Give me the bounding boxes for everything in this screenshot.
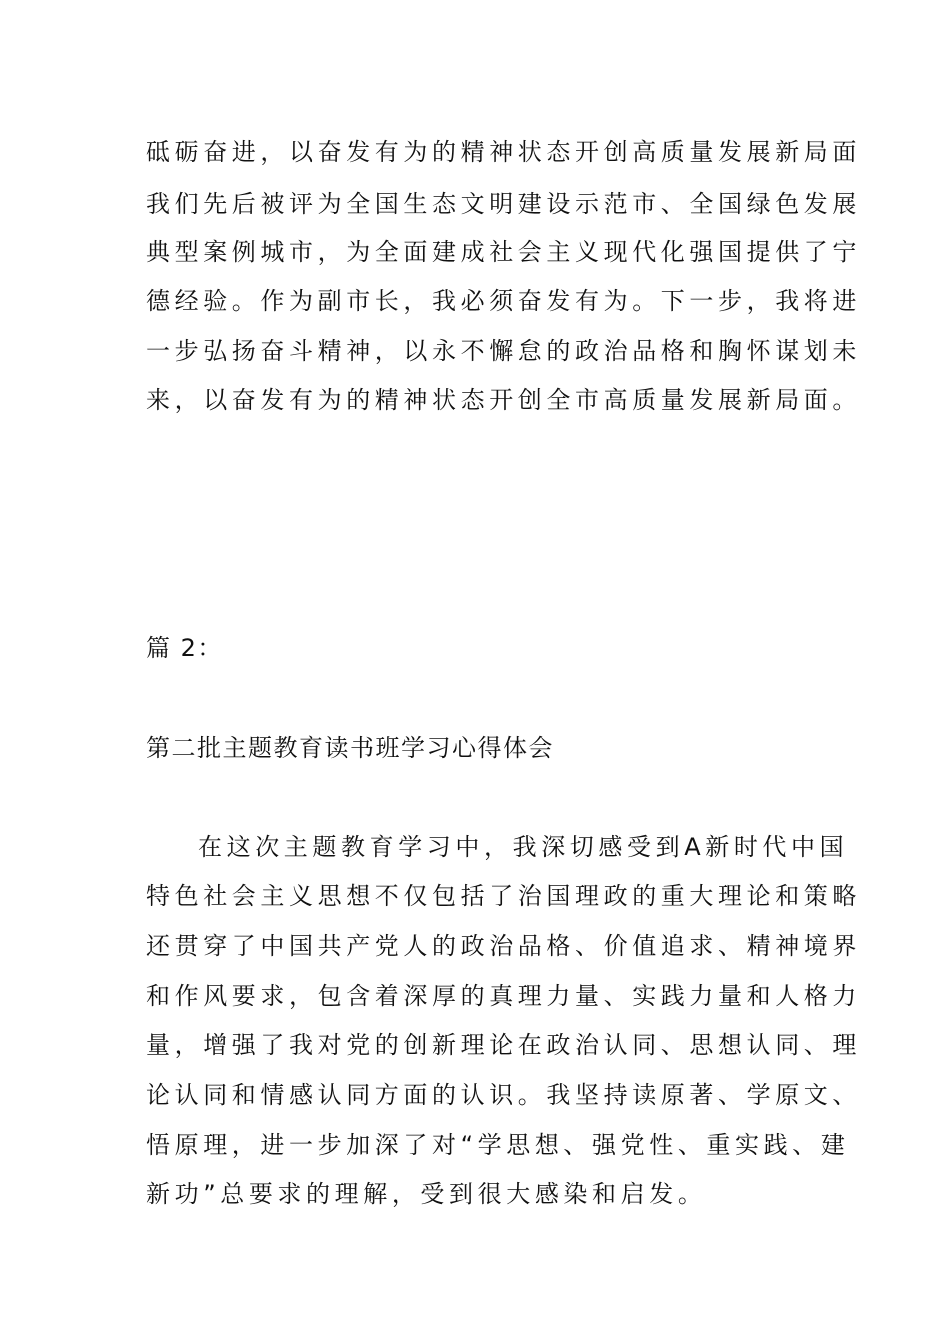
paragraph-line: 典型案例城市，为全面建成社会主义现代化强国提供了宁 — [146, 238, 861, 266]
paragraph-line: 新功”总要求的理解，受到很大感染和启发。 — [146, 1180, 707, 1208]
paragraph-line: 论认同和情感认同方面的认识。我坚持读原著、学原文、 — [146, 1081, 861, 1109]
paragraph-line: 和作风要求，包含着深厚的真理力量、实践力量和人格力 — [146, 982, 861, 1010]
paragraph-line: 来，以奋发有为的精神状态开创全市高质量发展新局面。 — [146, 386, 861, 414]
article-title: 第二批主题教育读书班学习心得体会 — [146, 734, 554, 762]
paragraph-line: 德经验。作为副市长，我必须奋发有为。下一步，我将进 — [146, 287, 861, 315]
paragraph-line: 一步弘扬奋斗精神，以永不懈怠的政治品格和胸怀谋划未 — [146, 337, 861, 365]
paragraph-line: 量，增强了我对党的创新理论在政治认同、思想认同、理 — [146, 1031, 861, 1059]
paragraph-line: 特色社会主义思想不仅包括了治国理政的重大理论和策略 — [146, 882, 861, 910]
paragraph-line: 砥砺奋进，以奋发有为的精神状态开创高质量发展新局面 — [146, 138, 861, 166]
paragraph-line: 悟原理，进一步加深了对“学思想、强党性、重实践、建 — [146, 1131, 850, 1159]
section-label: 篇 2： — [146, 634, 223, 662]
paragraph-line: 在这次主题教育学习中，我深切感受到A新时代中国 — [198, 833, 849, 861]
paragraph-line: 我们先后被评为全国生态文明建设示范市、全国绿色发展 — [146, 190, 861, 218]
paragraph-line: 还贯穿了中国共产党人的政治品格、价值追求、精神境界 — [146, 932, 861, 960]
